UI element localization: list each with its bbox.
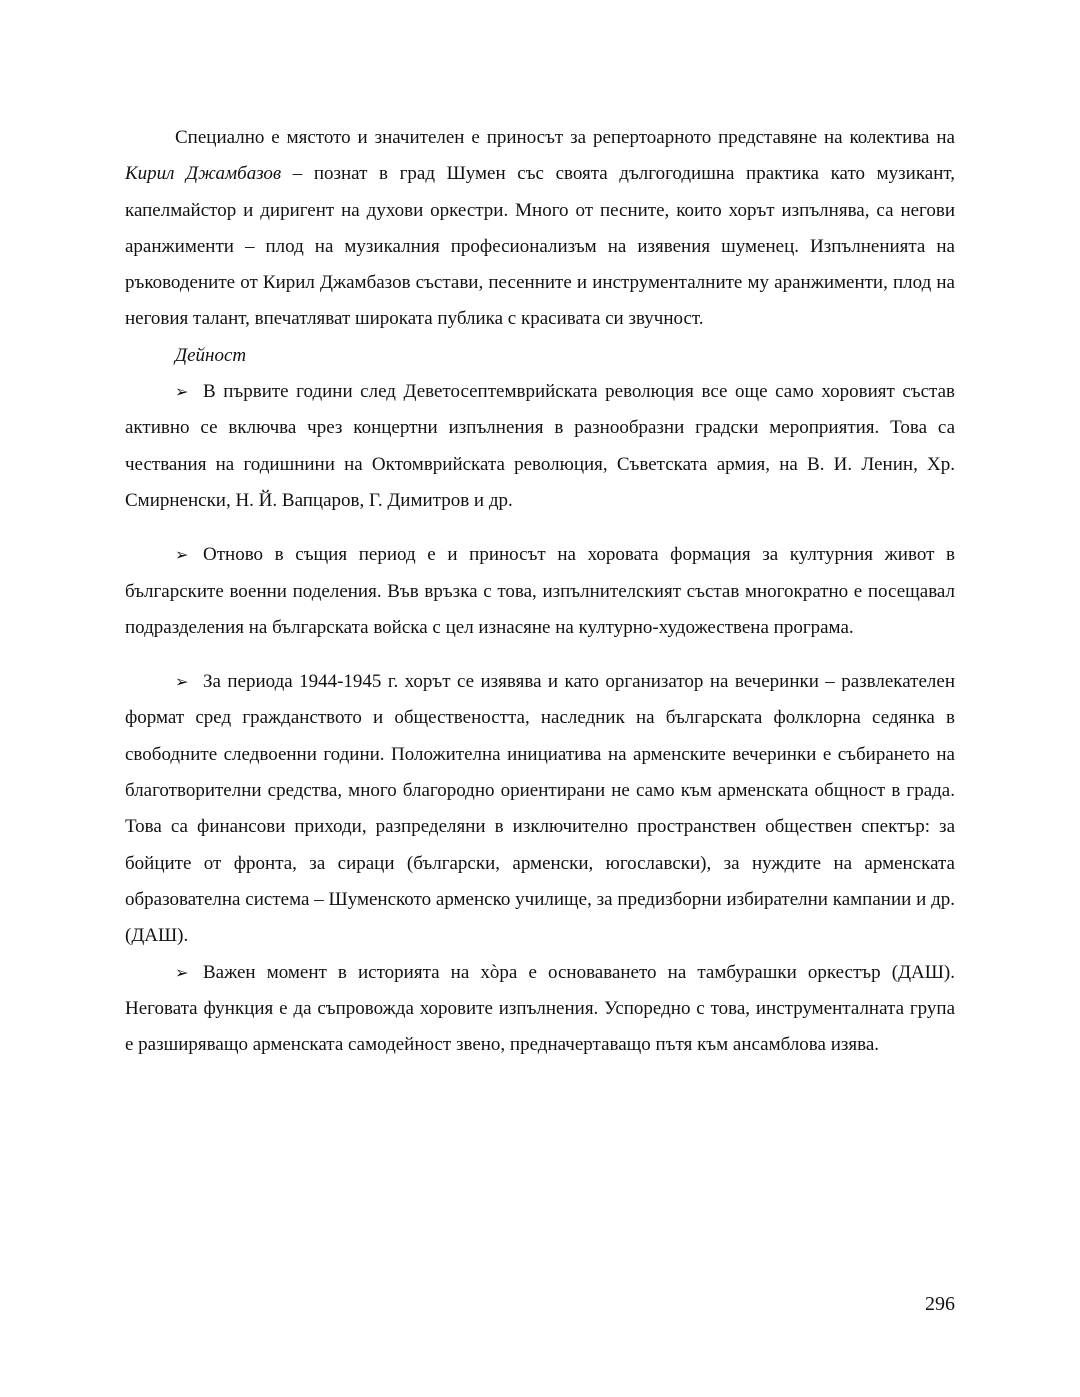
bullet-paragraph-4 (125, 955, 955, 1064)
arrow-bullet-icon: ➢ (175, 545, 189, 565)
bullet-text: Отново в същия период е и приносът на хоровата формация за културния живот в българските военни поделения. Във връзка с това, изпълнителският състав многократно е посещавал подразделения на българската войска с цел изнасяне на културно-художествена програма. (125, 544, 955, 638)
document-page (125, 120, 955, 1063)
bullet-paragraph-2 (125, 537, 955, 646)
arrow-bullet-icon: ➢ (175, 382, 189, 402)
intro-text-after: – познат в град Шумен със своята дългогодишна практика като музикант, капелмайстор и диригент на духови оркестри. Много от песните, които хорът изпълнява, са негови аранжименти – плод на музикалния професионализъм на изявения шуменец. Изпълненията на ръководените от Кирил Джамбазов състави, песенните и инструменталните му аранжименти, плод на неговия талант, впечатляват широката публика с красивата си звучност. (125, 163, 955, 330)
bullet-text: Важен момент в историята на хòра е основаването на тамбурашки оркестър (ДАШ). Неговата функция е да съпровожда хоровите изпълнения. Успоредно с това, инструменталната група е разширяващо арменската самодейност звено, предначертаващо пътя към ансамблова изява. (125, 961, 955, 1056)
arrow-bullet-icon: ➢ (175, 962, 189, 982)
intro-text-before: Специално е мястото и значителен е приносът за репертоарното представяне на колектива на (175, 127, 955, 148)
emphasized-name: Кирил Джамбазов (125, 163, 282, 185)
bullet-paragraph-3 (125, 664, 955, 954)
page-number: 296 (925, 1293, 955, 1315)
bullet-text: В първите години след Деветосептемврийската революция все още само хоровият състав активно се включва чрез концертни изпълнения в разнообразни градски мероприятия. Това са чествания на годишнини на Октомврийската революция, Съветската армия, на В. И. Ленин, Хр. Смирненски, Н. Й. Вапцаров, Г. Димитров и др. (125, 381, 955, 511)
arrow-bullet-icon: ➢ (175, 672, 189, 692)
intro-paragraph (125, 120, 955, 338)
bullet-text: За периода 1944-1945 г. хорът се изявява и като организатор на вечеринки – развлекателен формат сред гражданството и обществеността, наследник на българската фолклорна седянка в свободните следвоенни години. Положителна инициатива на арменските вечеринки е събирането на благотворителни средства, много благородно ориентирани не само към арменската общност в града. Това са финансови приходи, разпределяни в изключително пространствен обществен спектър: за бойците от фронта, за сираци (български, арменски, югославски), за нуждите на арменската образователна система – Шуменското арменско училище, за предизборни избирателни кампании и др. (ДАШ). (125, 671, 955, 947)
bullet-paragraph-1 (125, 374, 955, 519)
section-heading: Дейност (175, 344, 247, 366)
